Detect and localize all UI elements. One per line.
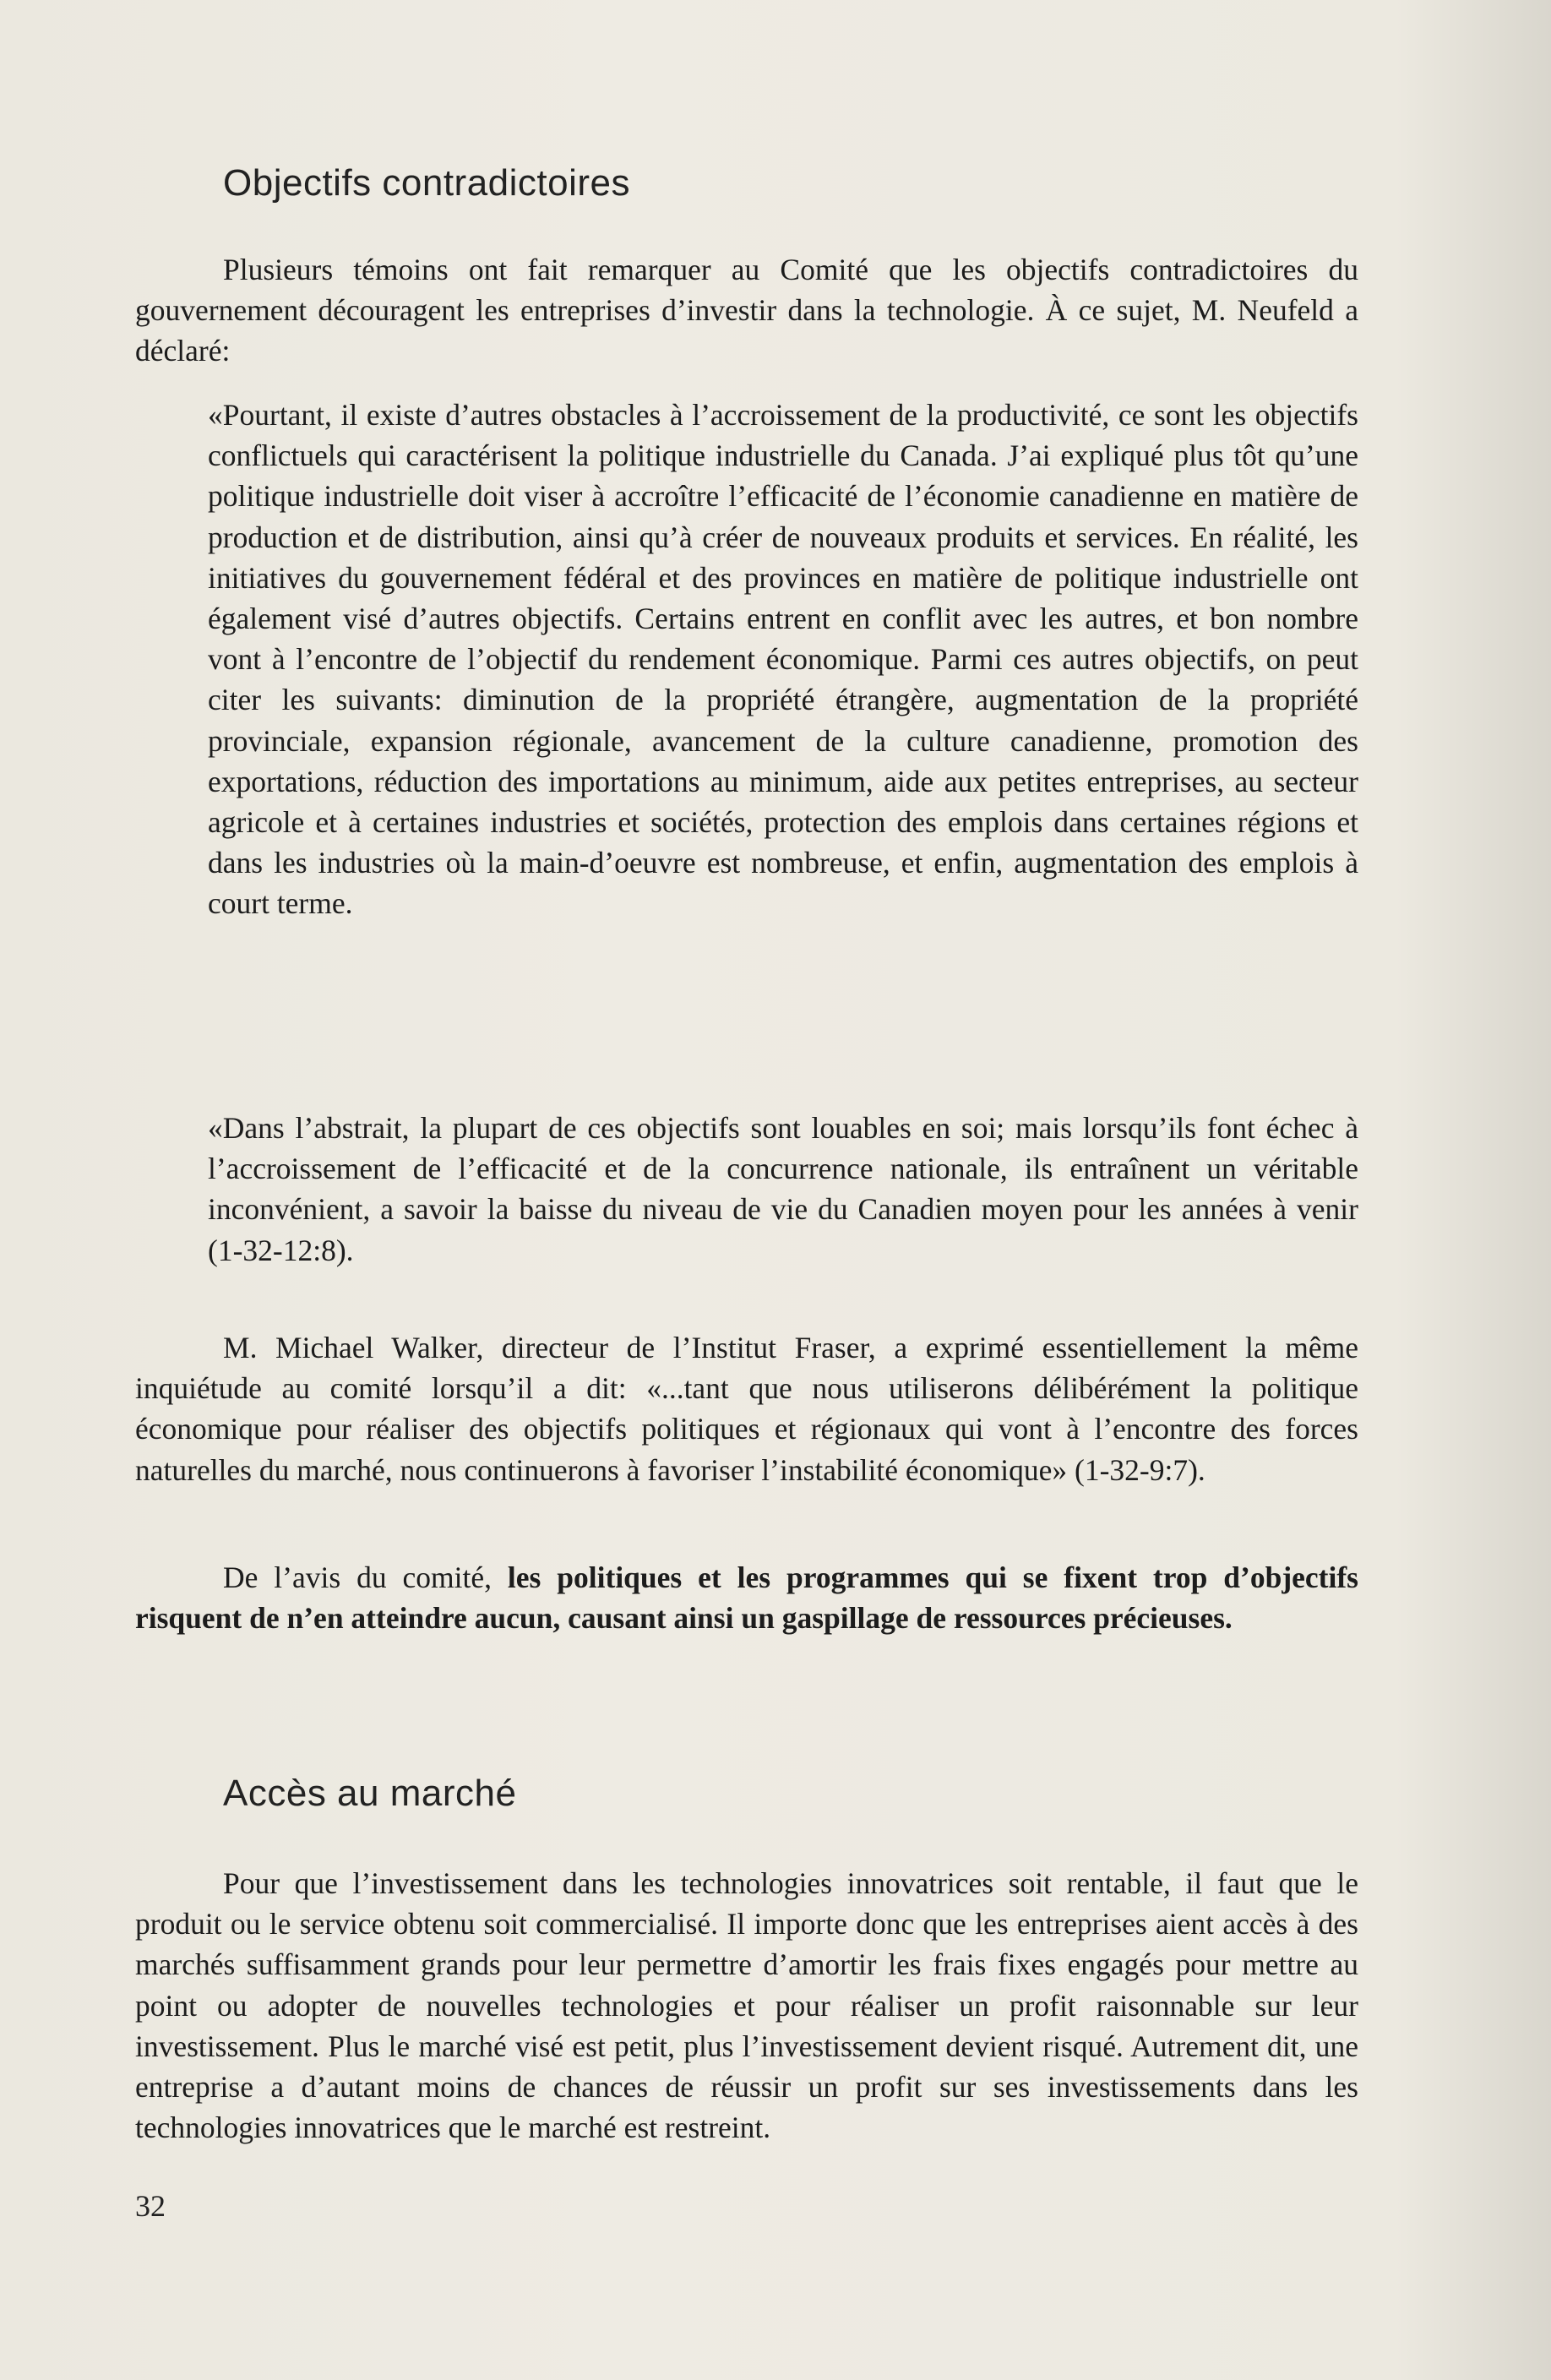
committee-view-conclusion: les politiques et les programmes qui se fixent trop d’objectifs risquent de n’en atteindre aucun, causant ainsi un gaspillage de ressources précieuses. (135, 1560, 1358, 1636)
paragraph-intro: Plusieurs témoins ont fait remarquer au Comité que les objectifs contradictoires du gouvernement découragent les entreprises d’investir dans la technologie. À ce sujet, M. Neufeld a déclaré: (135, 253, 1358, 368)
section-heading-acces: Accès au marché (223, 1773, 517, 1814)
paragraph-committee-view (135, 1557, 1358, 1638)
page-number: 32 (135, 2189, 166, 2223)
paragraph-walker: M. Michael Walker, directeur de l’Institut Fraser, a exprimé essentiellement la même inquiétude au comité lorsqu’il a dit: «...tant que nous utiliserons délibérément la politique économique pour réaliser des objectifs politiques et régionaux qui vont à l’encontre des forces naturelles du marché, nous continuerons à favoriser l’instabilité économique» (1-32-9:7). (135, 1331, 1358, 1487)
committee-view-lead: De l’avis du comité, (223, 1560, 508, 1594)
paragraph-market-access: Pour que l’investissement dans les technologies innovatrices soit rentable, il faut que le produit ou le service obtenu soit commercialisé. Il importe donc que les entreprises aient accès à des marchés suffisamment grands pour leur permettre d’amortir les frais fixes engagés pour mettre au point ou adopter de nouvelles technologies et pour réaliser un profit raisonnable sur leur investissement. Plus le marché visé est petit, plus l’investissement devient risqué. Autrement dit, une entreprise a d’autant moins de chances de réussir un profit sur ses investissements dans les technologies innovatrices que le marché est restreint. (135, 1866, 1358, 2145)
section-heading-objectifs: Objectifs contradictoires (223, 162, 631, 204)
quote-neufeld-part1: «Pourtant, il existe d’autres obstacles à l’accroissement de la productivité, ce sont les objectifs conflictuels qui caractérisent la politique industrielle du Canada. J’ai expliqué plus tôt qu’une politique industrielle doit viser à accroître l’efficacité de l’économie canadienne en matière de production et de distribution, ainsi qu’à créer de nouveaux produits et services. En réalité, les initiatives du gouvernement fédéral et des provinces en matière de politique industrielle ont également visé d’autres objectifs. Certains entrent en conflit avec les autres, et bon nombre vont à l’encontre de l’objectif du rendement économique. Parmi ces autres objectifs, on peut citer les suivants: diminution de la propriété étrangère, augmentation de la propriété provinciale, expansion régionale, avancement de la culture canadienne, promotion des exportations, réduction des importations au minimum, aide aux petites entreprises, au secteur agricole et à certaines industries et sociétés, protection des emplois dans certaines régions et dans les industries où la main-d’oeuvre est nombreuse, et enfin, augmentation des emplois à court terme. (208, 398, 1358, 921)
quote-neufeld-part2: «Dans l’abstrait, la plupart de ces objectifs sont louables en soi; mais lorsqu’ils font échec à l’accroissement de l’efficacité et de la concurrence nationale, ils entraînent un véritable inconvénient, a savoir la baisse du niveau de vie du Canadien moyen pour les années à venir (1-32-12:8). (208, 1111, 1358, 1267)
